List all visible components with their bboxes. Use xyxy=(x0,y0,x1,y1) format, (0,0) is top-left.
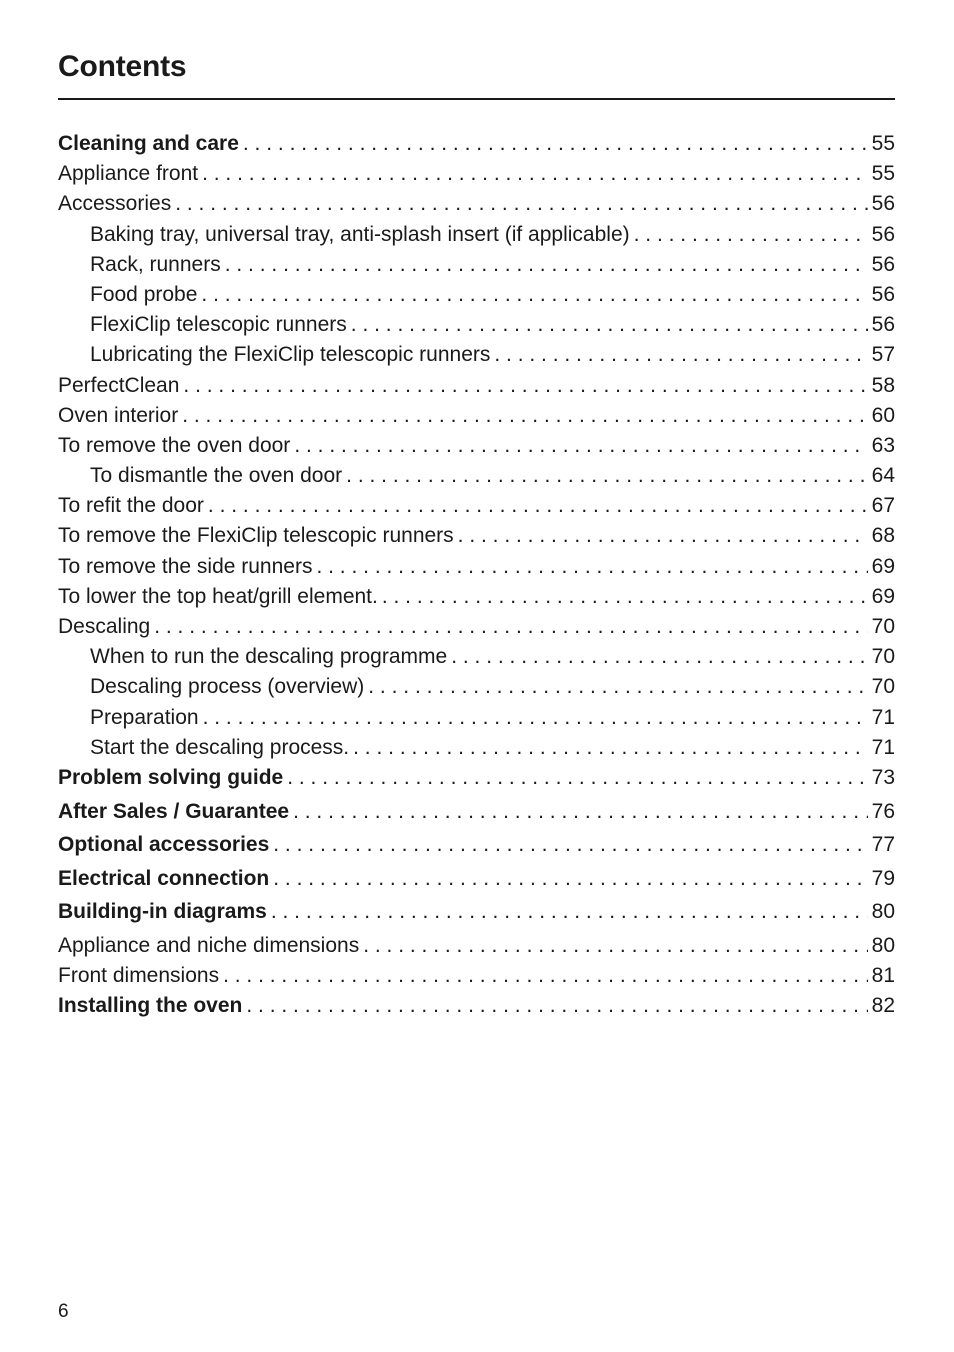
toc-dot-leader xyxy=(202,159,868,189)
toc-dot-leader xyxy=(273,830,867,860)
toc-entry[interactable] xyxy=(58,159,895,189)
toc-entry-page: 69 xyxy=(871,554,895,578)
toc-entry-label: Appliance front xyxy=(58,162,199,186)
toc-dot-leader xyxy=(243,129,868,159)
toc-entry-page: 58 xyxy=(871,373,895,397)
toc-entry[interactable] xyxy=(58,961,895,991)
toc-dot-leader xyxy=(182,401,867,431)
toc-entry[interactable] xyxy=(58,310,895,340)
toc-entry-page: 71 xyxy=(871,735,895,759)
toc-entry-page: 57 xyxy=(871,343,895,367)
toc-entry-page: 64 xyxy=(871,464,895,488)
toc-entry-label: Oven interior xyxy=(58,403,179,427)
toc-entry[interactable] xyxy=(58,461,895,491)
toc-entry-page: 82 xyxy=(871,994,895,1018)
toc-entry[interactable] xyxy=(58,672,895,702)
toc-entry[interactable] xyxy=(58,401,895,431)
toc-entry[interactable] xyxy=(58,612,895,642)
toc-dot-leader xyxy=(154,612,867,642)
toc-entry-page: 56 xyxy=(871,222,895,246)
toc-entry[interactable] xyxy=(58,491,895,521)
toc-entry-label: Food probe xyxy=(90,282,198,306)
toc-entry-label: Front dimensions xyxy=(58,964,220,988)
toc-entry-page: 76 xyxy=(871,799,895,823)
toc-dot-leader xyxy=(316,552,867,582)
toc-entry-page: 55 xyxy=(871,162,895,186)
toc-entry-page: 73 xyxy=(871,765,895,789)
toc-entry[interactable] xyxy=(58,280,895,310)
toc-entry-label: Preparation xyxy=(90,705,199,729)
toc-entry-label: To dismantle the oven door xyxy=(90,464,343,488)
toc-dot-leader xyxy=(382,582,868,612)
toc-entry[interactable] xyxy=(58,431,895,461)
toc-entry-page: 79 xyxy=(871,866,895,890)
toc-entry[interactable] xyxy=(58,189,895,219)
toc-dot-leader xyxy=(287,763,867,793)
toc-dot-leader xyxy=(368,672,867,702)
toc-entry-page: 70 xyxy=(871,675,895,699)
toc-entry[interactable] xyxy=(58,340,895,370)
toc-entry-page: 68 xyxy=(871,524,895,548)
toc-dot-leader xyxy=(203,703,868,733)
toc-dot-leader xyxy=(201,280,867,310)
toc-entry-label: Electrical connection xyxy=(58,866,270,890)
toc-entry-label: When to run the descaling programme xyxy=(90,645,448,669)
page-title: Contents xyxy=(58,50,187,83)
toc-entry[interactable] xyxy=(58,897,895,931)
toc-entry-label: Descaling xyxy=(58,615,151,638)
toc-dot-leader xyxy=(246,991,867,1021)
toc-entry-label: PerfectClean xyxy=(58,373,180,397)
toc-entry-label: Baking tray, universal tray, anti-splash insert (if applicable) xyxy=(90,222,630,246)
toc-entry[interactable] xyxy=(58,763,895,797)
toc-dot-leader xyxy=(208,491,868,521)
toc-entry[interactable] xyxy=(58,797,895,831)
table-of-contents xyxy=(58,129,895,1025)
toc-entry-label: Descaling process (overview) xyxy=(90,675,365,699)
toc-entry-page: 70 xyxy=(871,645,895,669)
toc-entry-page: 56 xyxy=(871,192,895,216)
toc-entry[interactable] xyxy=(58,250,895,280)
toc-entry-page: 71 xyxy=(871,705,895,729)
toc-entry-page: 55 xyxy=(871,132,895,155)
toc-entry[interactable] xyxy=(58,830,895,864)
toc-dot-leader xyxy=(225,250,868,280)
toc-dot-leader xyxy=(451,642,867,672)
toc-entry-page: 80 xyxy=(871,900,895,924)
toc-entry-label: Problem solving guide xyxy=(58,765,284,789)
toc-entry-page: 80 xyxy=(871,933,895,957)
toc-dot-leader xyxy=(294,431,867,461)
toc-dot-leader xyxy=(494,340,867,370)
toc-entry[interactable] xyxy=(58,220,895,250)
toc-dot-leader xyxy=(293,797,868,827)
toc-dot-leader xyxy=(271,897,868,927)
toc-entry-label: Rack, runners xyxy=(90,252,221,276)
toc-entry[interactable] xyxy=(58,552,895,582)
toc-entry-page: 67 xyxy=(871,494,895,518)
toc-dot-leader xyxy=(363,931,867,961)
toc-entry-label: Start the descaling process. xyxy=(90,735,350,759)
toc-entry[interactable] xyxy=(58,129,895,159)
toc-entry-label: To refit the door xyxy=(58,494,204,518)
toc-entry-label: Accessories xyxy=(58,192,172,216)
toc-dot-leader xyxy=(353,733,868,763)
toc-entry[interactable] xyxy=(58,521,895,551)
toc-entry-label: FlexiClip telescopic runners xyxy=(90,313,347,337)
toc-dot-leader xyxy=(458,521,868,551)
toc-entry-label: To lower the top heat/grill element. xyxy=(58,584,378,608)
toc-dot-leader xyxy=(351,310,868,340)
toc-entry-page: 56 xyxy=(871,282,895,306)
toc-entry[interactable] xyxy=(58,864,895,898)
toc-entry-label: Appliance and niche dimensions xyxy=(58,933,360,957)
toc-entry[interactable] xyxy=(58,371,895,401)
toc-entry-page: 60 xyxy=(871,403,895,427)
toc-entry[interactable] xyxy=(58,733,895,763)
toc-entry-page: 70 xyxy=(871,615,895,638)
toc-entry-label: To remove the side runners xyxy=(58,554,313,578)
toc-entry[interactable] xyxy=(58,991,895,1025)
toc-entry[interactable] xyxy=(58,703,895,733)
toc-entry[interactable] xyxy=(58,642,895,672)
toc-dot-leader xyxy=(223,961,868,991)
toc-entry-label: Cleaning and care xyxy=(58,132,239,155)
title-divider xyxy=(58,98,895,100)
toc-entry-label: To remove the FlexiClip telescopic runners xyxy=(58,524,454,548)
toc-entry-label: To remove the oven door xyxy=(58,433,291,457)
toc-entry[interactable] xyxy=(58,582,895,612)
toc-entry-page: 77 xyxy=(871,833,895,857)
toc-dot-leader xyxy=(346,461,867,491)
toc-dot-leader xyxy=(175,189,867,219)
toc-entry-page: 81 xyxy=(871,964,895,988)
toc-entry-label: Installing the oven xyxy=(58,994,243,1018)
toc-entry-page: 69 xyxy=(871,584,895,608)
toc-dot-leader xyxy=(273,864,867,894)
page-number: 6 xyxy=(58,1301,69,1322)
toc-dot-leader xyxy=(634,220,868,250)
toc-entry-page: 56 xyxy=(871,313,895,337)
toc-dot-leader xyxy=(183,371,867,401)
toc-entry-label: Building-in diagrams xyxy=(58,900,267,924)
toc-entry-page: 56 xyxy=(871,252,895,276)
toc-entry-label: Lubricating the FlexiClip telescopic runners xyxy=(90,343,491,367)
toc-entry-page: 63 xyxy=(871,433,895,457)
toc-entry[interactable] xyxy=(58,931,895,961)
toc-entry-label: Optional accessories xyxy=(58,833,270,857)
toc-entry-label: After Sales / Guarantee xyxy=(58,799,290,823)
